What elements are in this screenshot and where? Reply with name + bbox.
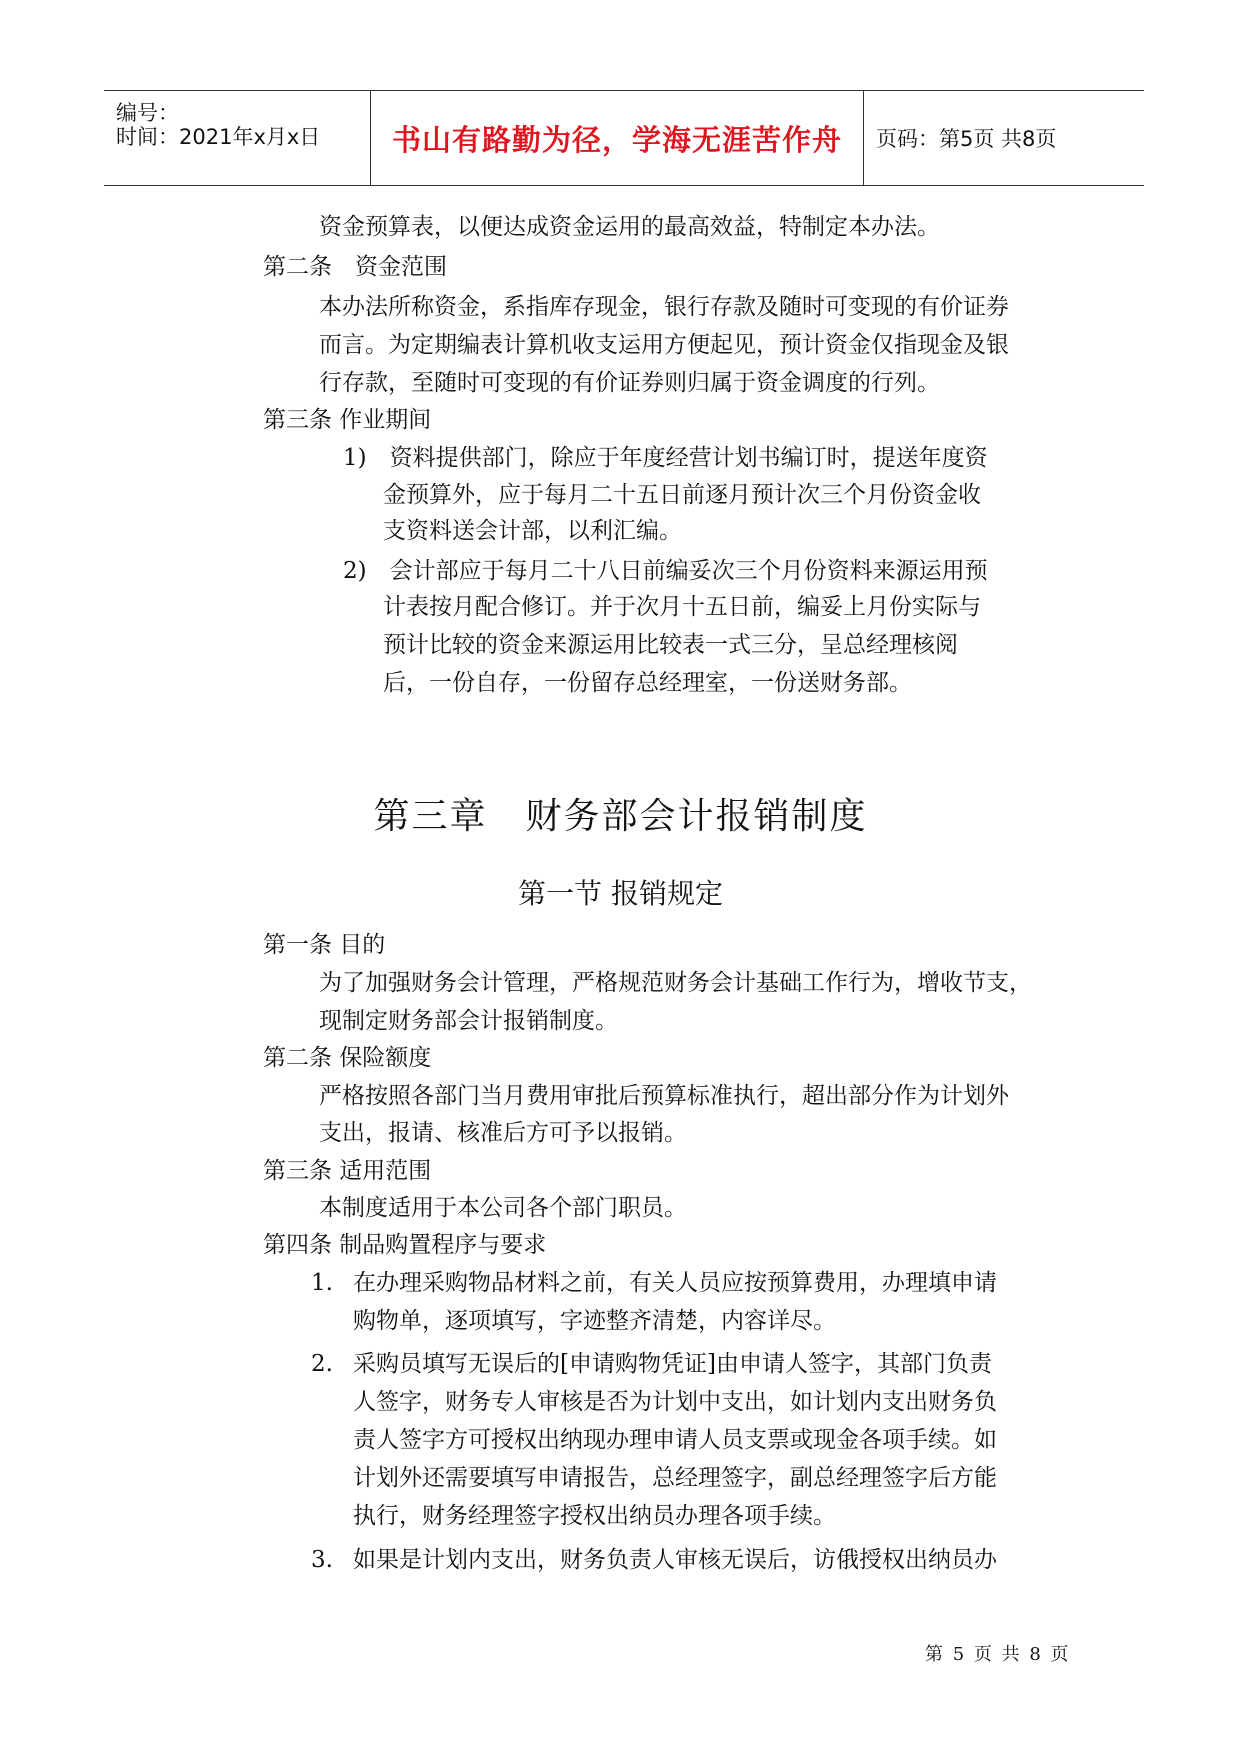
paragraph-line: 行存款，至随时可变现的有价证券则归属于资金调度的行列。: [319, 370, 940, 396]
header-motto: 书山有路勤为径，学海无涯苦作舟: [391, 122, 842, 157]
list-item-line: 计划外还需要填写申请报告，总经理签字，副总经理签字后方能: [353, 1465, 997, 1491]
header-page-label: 页码：第5页 共8页: [876, 127, 1057, 151]
list-item-line: 在办理采购物品材料之前，有关人员应按预算费用，办理填申请: [353, 1270, 997, 1296]
doc-time-label: 时间：2021年x月x日: [116, 125, 321, 149]
list-item-line: 人签字，财务专人审核是否为计划中支出，如计划内支出财务负: [353, 1389, 997, 1415]
paragraph-line: 而言。为定期编表计算机收支运用方便起见，预计资金仅指现金及银: [319, 332, 1009, 358]
doc-code-label: 编号：: [116, 101, 179, 125]
list-item-line: 采购员填写无误后的[申请购物凭证]由申请人签字，其部门负责: [353, 1351, 992, 1377]
article-title: 第二条 保险额度: [263, 1045, 432, 1071]
list-item-line: 1) 资料提供部门，除应于年度经营计划书编订时，提送年度资: [343, 445, 988, 471]
article-title: 第四条 制品购置程序与要求: [263, 1232, 547, 1258]
article-title: 第二条 资金范围: [263, 254, 447, 280]
header-motto-cell: [370, 91, 864, 185]
list-number: 1.: [311, 1270, 333, 1296]
paragraph-line: 本制度适用于本公司各个部门职员。: [319, 1195, 687, 1221]
paragraph-line: 资金预算表，以便达成资金运用的最高效益，特制定本办法。: [319, 214, 940, 240]
page-header: [104, 90, 1144, 186]
paragraph-line: 严格按照各部门当月费用审批后预算标准执行，超出部分作为计划外: [319, 1083, 1009, 1109]
article-title: 第三条 适用范围: [263, 1158, 432, 1184]
list-item-line: 2) 会计部应于每月二十八日前编妥次三个月份资料来源运用预: [343, 558, 988, 584]
list-item-line: 计表按月配合修订。并于次月十五日前，编妥上月份实际与: [383, 594, 981, 620]
paragraph-line: 为了加强财务会计管理，严格规范财务会计基础工作行为，增收节支，: [319, 970, 1032, 996]
paragraph-line: 支出，报请、核准后方可予以报销。: [319, 1120, 687, 1146]
list-item-line: 预计比较的资金来源运用比较表一式三分，呈总经理核阅: [383, 632, 958, 658]
paragraph-line: 本办法所称资金，系指库存现金，银行存款及随时可变现的有价证券: [319, 294, 1009, 320]
header-meta: [104, 91, 370, 185]
page-footer: 第 5 页 共 8 页: [925, 1644, 1071, 1665]
chapter-title: 第三章 财务部会计报销制度: [373, 796, 868, 837]
list-number: 2.: [311, 1351, 333, 1377]
article-title: 第三条 作业期间: [263, 407, 432, 433]
list-item-line: 责人签字方可授权出纳现办理申请人员支票或现金各项手续。如: [353, 1427, 997, 1453]
list-item-line: 后，一份自存，一份留存总经理室，一份送财务部。: [383, 670, 912, 696]
list-number: 3.: [311, 1547, 333, 1573]
list-item-line: 执行，财务经理签字授权出纳员办理各项手续。: [353, 1503, 836, 1529]
paragraph-line: 现制定财务部会计报销制度。: [319, 1008, 618, 1034]
article-title: 第一条 目的: [263, 932, 386, 958]
list-item-line: 金预算外，应于每月二十五日前逐月预计次三个月份资金收: [383, 482, 981, 508]
section-title: 第一节 报销规定: [518, 877, 723, 910]
list-item-line: 购物单，逐项填写，字迹整齐清楚，内容详尽。: [353, 1308, 836, 1334]
list-item-line: 支资料送会计部，以利汇编。: [383, 518, 682, 544]
list-item-line: 如果是计划内支出，财务负责人审核无误后，访俄授权出纳员办: [353, 1547, 997, 1573]
